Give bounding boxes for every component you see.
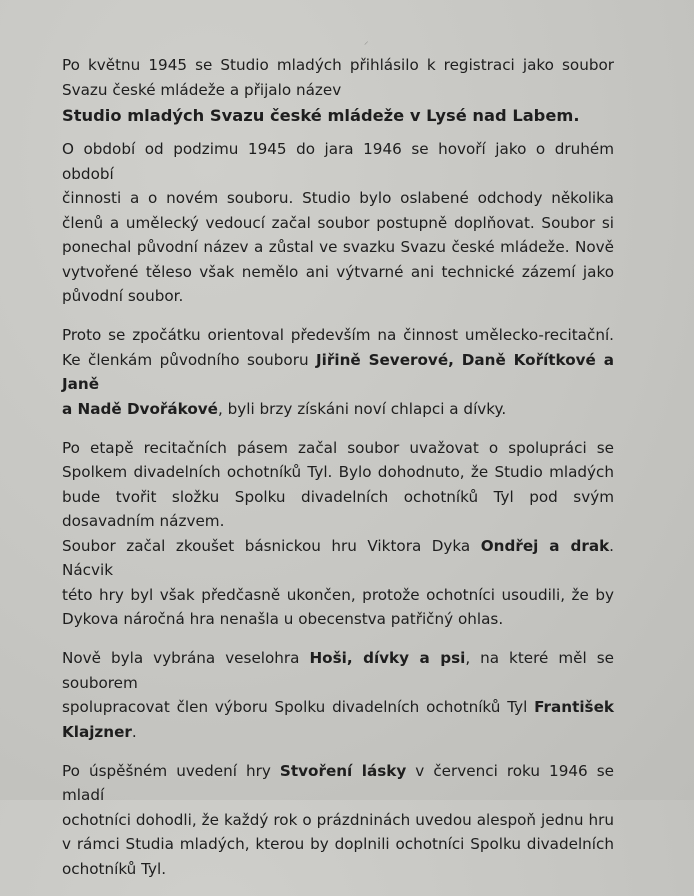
p1-line-4: ponechal původní název a zůstal ve svazku Svazu české mládeže. Nově bbox=[62, 238, 614, 256]
paragraph-4 bbox=[62, 646, 614, 744]
p2-line-2-text: Ke členkám původního souboru bbox=[62, 350, 317, 369]
p4-line-1-text: Nově byla vybrána veselohra bbox=[62, 649, 310, 667]
intro-line-2: Svazu české mládeže a přijalo název bbox=[62, 80, 342, 99]
p1-line-2: činnosti a o novém souboru. Studio bylo oslabené odchody několika bbox=[62, 189, 614, 207]
p1-line-3: členů a umělecký vedoucí začal soubor postupně doplňovat. Soubor si bbox=[62, 213, 614, 232]
p4-line-3 bbox=[62, 720, 614, 745]
document-body bbox=[62, 53, 614, 896]
p5-play-title: Stvoření lásky bbox=[279, 761, 407, 780]
p3-line-5-end: . Nácvik bbox=[62, 536, 614, 579]
paper-mark: ⸝ bbox=[364, 37, 369, 47]
p4-line-2-text: spolupracovat člen výboru Spolku divadelních ochotníků Tyl bbox=[62, 698, 535, 716]
p2-line-2 bbox=[62, 348, 614, 397]
intro-line-1: Po květnu 1945 se Studio mladých přihlásilo k registraci jako soubor bbox=[62, 56, 614, 74]
p5-line-1 bbox=[62, 759, 614, 808]
p5-line-4: ochotníků Tyl. bbox=[62, 859, 167, 878]
paragraph-1 bbox=[62, 137, 614, 309]
p2-line-3-text: , byli brzy získáni noví chlapci a dívky. bbox=[217, 399, 507, 418]
p4-line-3-end: . bbox=[131, 722, 137, 741]
p4-play-title: Hoši, dívky a psi bbox=[309, 649, 466, 667]
p3-line-7: Dykova náročná hra nenašla u obecenstva patřičný ohlas. bbox=[62, 610, 504, 628]
p1-line-5: vytvořené těleso však nemělo ani výtvarné ani technické zázemí jako bbox=[62, 262, 614, 281]
p3-line-5 bbox=[62, 534, 614, 583]
p2-names-bold-2: a Nadě Dvořákové bbox=[62, 399, 218, 418]
p2-names-bold-1: Jiřině Severové, Daně Kořítkové a Janě bbox=[62, 350, 614, 393]
p2-line-1: Proto se zpočátku orientoval především na činnost umělecko-recitační. bbox=[62, 326, 614, 344]
p3-line-2: Spolkem divadelních ochotníků Tyl. Bylo dohodnuto, že Studio mladých bbox=[62, 463, 614, 481]
p3-line-1: Po etapě recitačních pásem začal soubor uvažovat o spolupráci se bbox=[62, 438, 614, 457]
paragraph-3 bbox=[62, 436, 614, 632]
p4-person-surname: Klajzner bbox=[62, 722, 132, 741]
intro-paragraph bbox=[62, 53, 614, 128]
p4-person-firstname: František bbox=[534, 698, 614, 716]
p3-line-4: dosavadním názvem. bbox=[62, 512, 225, 530]
intro-headline: Studio mladých Svazu české mládeže v Lysé nad Labem. bbox=[62, 106, 580, 125]
paragraph-5 bbox=[62, 759, 614, 882]
p5-line-1-end: v červenci roku 1946 se mladí bbox=[62, 761, 614, 804]
p3-line-5-text: Soubor začal zkoušet básnickou hru Viktora Dyka bbox=[62, 536, 481, 555]
p4-line-2 bbox=[62, 695, 614, 720]
p5-line-2: ochotníci dohodli, že každý rok o prázdninách uvedou alespoň jednu hru bbox=[62, 810, 614, 829]
p5-line-3: v rámci Studia mladých, kterou by doplnili ochotníci Spolku divadelních bbox=[62, 835, 614, 853]
p4-line-1 bbox=[62, 646, 614, 695]
paragraph-2 bbox=[62, 323, 614, 421]
p3-play-title: Ondřej a drak bbox=[480, 536, 610, 555]
p3-line-6: této hry byl však předčasně ukončen, protože ochotníci usoudili, že by bbox=[62, 585, 614, 604]
p1-line-1: O období od podzimu 1945 do jara 1946 se hovoří jako o druhém období bbox=[62, 140, 614, 183]
p3-line-3: bude tvořit složku Spolku divadelních ochotníků Tyl pod svým bbox=[62, 487, 614, 506]
p2-line-3 bbox=[62, 397, 614, 422]
p4-line-1-end: , na které měl se souborem bbox=[62, 649, 614, 692]
p1-line-6: původní soubor. bbox=[62, 287, 184, 305]
p5-line-1-text: Po úspěšném uvedení hry bbox=[62, 761, 280, 780]
